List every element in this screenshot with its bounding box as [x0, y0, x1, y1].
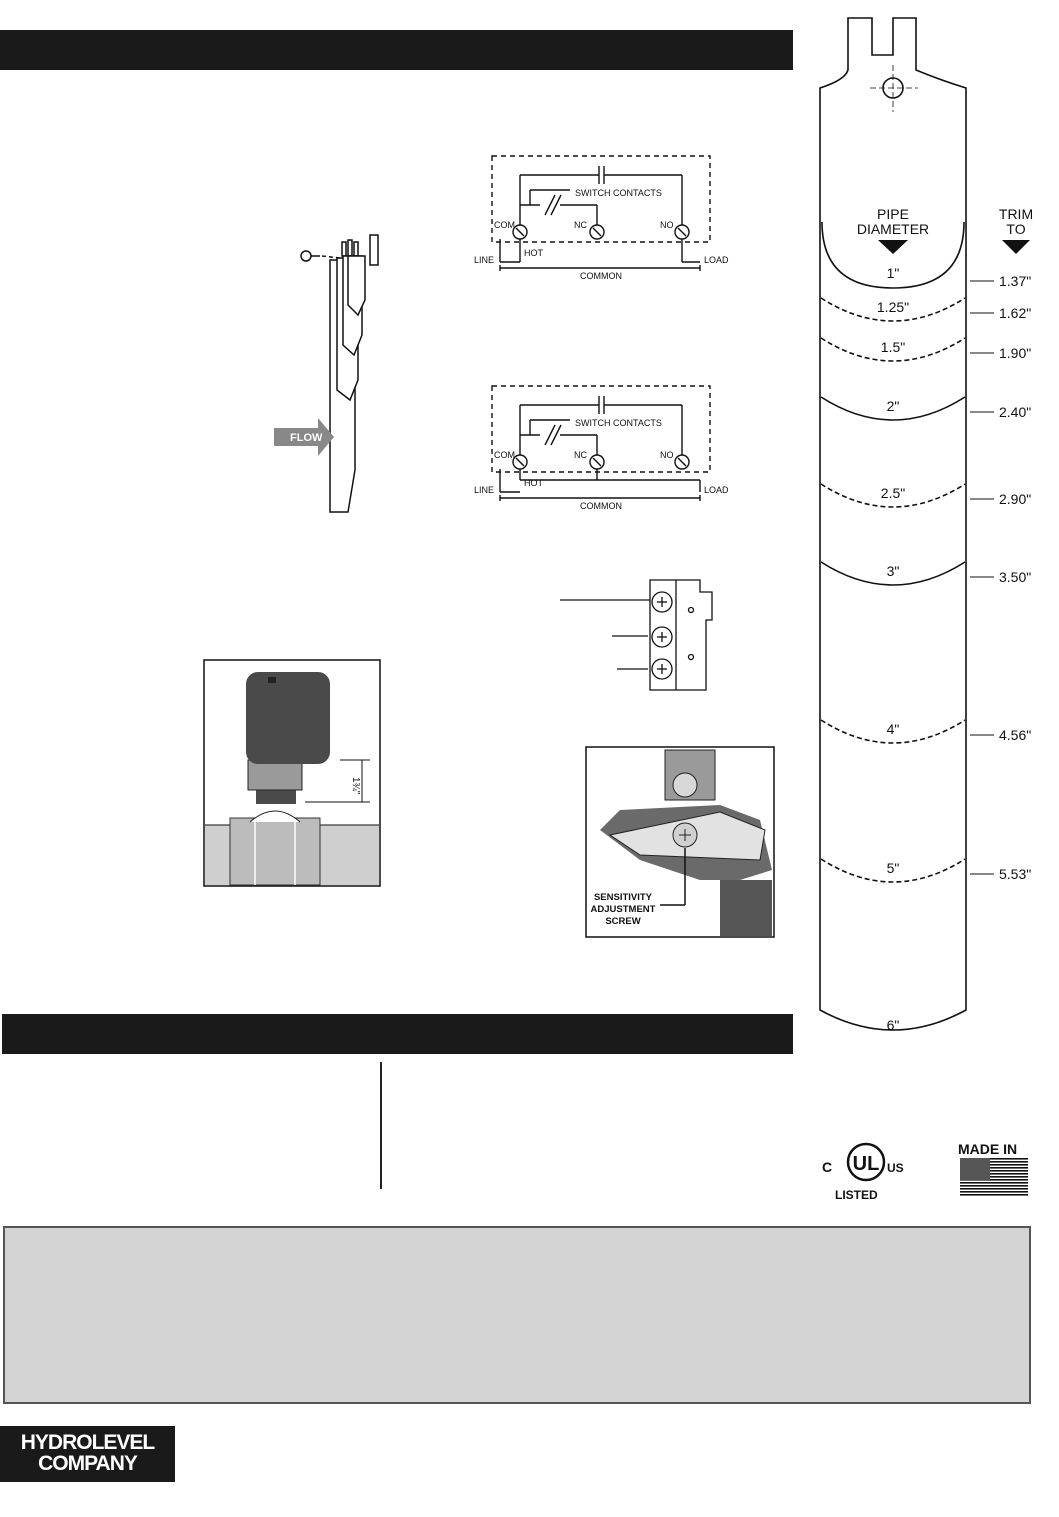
sensitivity-label-3: SCREW [605, 916, 641, 927]
nc-label-2: NC [574, 450, 587, 460]
pipe-diameter-label: 3" [886, 563, 900, 579]
flag-stripe [960, 1185, 1028, 1187]
load-label-2: LOAD [704, 485, 729, 495]
ul-mark-text: UL [852, 1153, 880, 1175]
ul-us-text: US [887, 1161, 904, 1175]
logo-line-1: HYDROLEVEL [20, 1431, 155, 1454]
pipe-diameter-label: 1.5" [880, 339, 906, 355]
hot-label: HOT [524, 248, 543, 258]
trim-header-2: TO [1006, 221, 1026, 237]
no-label-2: NO [660, 450, 674, 460]
sensitivity-label-2: ADJUSTMENT [590, 904, 656, 915]
hot-label-2: HOT [524, 478, 543, 488]
trim-to-label: 2.90" [999, 491, 1032, 507]
ul-listed-text: LISTED [835, 1188, 878, 1202]
pipe-header-1: PIPE [877, 206, 909, 222]
trim-header-1: TRIM [998, 206, 1034, 222]
line-label: LINE [474, 255, 495, 265]
flow-label: FLOW [290, 432, 323, 444]
pipe-diameter-label: 2" [886, 398, 900, 414]
sensitivity-label-1: SENSITIVITY [593, 892, 653, 903]
common-label-2: COMMON [580, 501, 622, 511]
flag-stripe [960, 1182, 1028, 1184]
pipe-diameter-label: 5" [886, 860, 900, 876]
trim-to-label: 2.40" [999, 404, 1032, 420]
made-in-text: MADE IN [958, 1141, 1018, 1157]
com-label: COM [494, 220, 515, 230]
flag-stripe [960, 1194, 1028, 1196]
dimension-label: 1¾" [350, 777, 361, 795]
switch-contacts-label: SWITCH CONTACTS [575, 188, 662, 198]
trim-to-label: 4.56" [999, 727, 1032, 743]
pipe-diameter-label: 4" [886, 721, 900, 737]
pipe-header-2: DIAMETER [856, 221, 930, 237]
nc-label: NC [574, 220, 587, 230]
line-label-2: LINE [474, 485, 495, 495]
no-label: NO [660, 220, 674, 230]
switch-contacts-label-2: SWITCH CONTACTS [575, 418, 662, 428]
flag-stripe [960, 1188, 1028, 1190]
pipe-diameter-label: 1.25" [876, 299, 910, 315]
trim-to-label: 1.62" [999, 305, 1032, 321]
trim-to-label: 3.50" [999, 569, 1032, 585]
pipe-diameter-label: 6" [886, 1017, 900, 1033]
pipe-diameter-label: 1" [886, 265, 900, 281]
ul-c-text: C [822, 1159, 833, 1175]
trim-to-label: 5.53" [999, 866, 1032, 882]
logo-line-2: COMPANY [38, 1452, 137, 1475]
pipe-diameter-label: 2.5" [880, 485, 906, 501]
flag-stripe [960, 1191, 1028, 1193]
common-label: COMMON [580, 271, 622, 281]
trim-to-label: 1.37" [999, 273, 1032, 289]
com-label-2: COM [494, 450, 515, 460]
trim-to-label: 1.90" [999, 345, 1032, 361]
load-label: LOAD [704, 255, 729, 265]
